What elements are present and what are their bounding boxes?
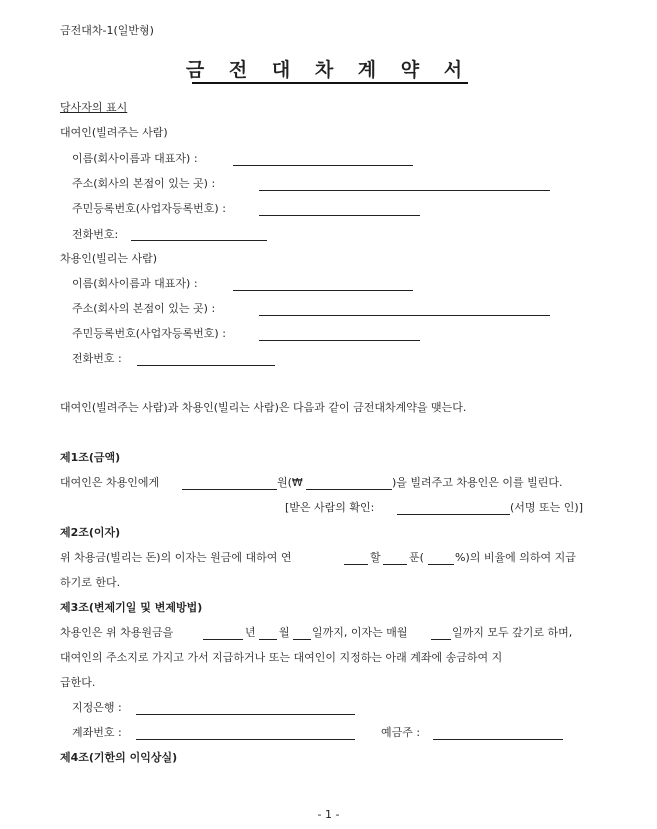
article-2-text-c: 푼(	[409, 551, 424, 564]
article-3-text-a: 차용인은 위 차용원금을	[60, 626, 174, 639]
lender-phone-field[interactable]	[131, 240, 267, 241]
article-3-line-2: 대여인의 주소지로 가지고 가서 지급하거나 또는 대여인이 지정하는 아래 계좌에 송금하여 지	[60, 651, 503, 664]
lender-label: 대여인(빌려주는 사람)	[60, 126, 168, 139]
article-3-text-d: 일까지, 이자는 매월	[312, 626, 408, 639]
article-3-heading: 제3조(변제기일 및 변제방법)	[60, 601, 203, 614]
article-2-line-2: 하기로 한다.	[60, 576, 121, 589]
article-1-text-c: )을 빌려주고 차용인은 이를 빌린다.	[392, 476, 563, 489]
article-1-text-a: 대여인은 차용인에게	[60, 476, 160, 489]
article-2-heading: 제2조(이자)	[60, 526, 121, 539]
article-1-text-b: 원(₩	[277, 476, 303, 489]
borrower-phone-label: 전화번호 :	[72, 352, 122, 365]
receipt-signature-field[interactable]	[397, 514, 510, 515]
borrower-address-label: 주소(회사의 본점이 있는 곳) :	[72, 302, 216, 315]
account-label: 계좌번호 :	[72, 726, 122, 739]
holder-label: 예금주 :	[381, 726, 421, 739]
repay-year-field[interactable]	[203, 639, 243, 640]
account-field[interactable]	[136, 739, 355, 740]
title-underline	[192, 82, 468, 84]
article-2-text-a: 위 차용금(빌리는 돈)의 이자는 원금에 대하여 연	[60, 551, 292, 564]
bank-field[interactable]	[136, 714, 355, 715]
article-3-line-3: 급한다.	[60, 676, 96, 689]
article-2-text-d: %)의 비율에 의하여 지급	[455, 551, 576, 564]
borrower-id-label: 주민등록번호(사업자등록번호) :	[72, 327, 226, 340]
page-number: - 1 -	[317, 808, 340, 821]
borrower-name-field[interactable]	[233, 290, 413, 291]
lender-address-label: 주소(회사의 본점이 있는 곳) :	[72, 177, 216, 190]
amount-korean-field[interactable]	[182, 489, 277, 490]
document-title: 금 전 대 차 계 약 서	[185, 59, 472, 81]
borrower-phone-field[interactable]	[137, 365, 275, 366]
receipt-confirm-suffix: (서명 또는 인)]	[510, 501, 583, 514]
holder-field[interactable]	[433, 739, 563, 740]
repay-day-field[interactable]	[293, 639, 311, 640]
borrower-address-field[interactable]	[259, 315, 550, 316]
lender-name-label: 이름(회사이름과 대표자) :	[72, 152, 198, 165]
borrower-name-label: 이름(회사이름과 대표자) :	[72, 277, 198, 290]
article-2-text-b: 할	[370, 551, 381, 564]
parties-heading: 당사자의 표시	[60, 101, 128, 114]
document-code: 금전대차-1(일반형)	[60, 24, 154, 37]
interest-percent-field[interactable]	[428, 564, 454, 565]
contract-intro: 대여인(빌려주는 사람)과 차용인(빌리는 사람)은 다음과 같이 금전대차계약을 맺는다.	[60, 401, 467, 414]
repay-month-field[interactable]	[259, 639, 277, 640]
lender-address-field[interactable]	[259, 190, 550, 191]
bank-label: 지정은행 :	[72, 701, 122, 714]
amount-number-field[interactable]	[306, 489, 392, 490]
article-3-text-e: 일까지 모두 갚기로 하며,	[452, 626, 573, 639]
borrower-label: 차용인(빌리는 사람)	[60, 252, 158, 265]
article-1-heading: 제1조(금액)	[60, 451, 121, 464]
interest-pun-field[interactable]	[383, 564, 407, 565]
lender-id-field[interactable]	[259, 215, 420, 216]
lender-id-label: 주민등록번호(사업자등록번호) :	[72, 202, 226, 215]
lender-phone-label: 전화번호:	[72, 228, 119, 241]
article-4-heading: 제4조(기한의 이익상실)	[60, 751, 178, 764]
borrower-id-field[interactable]	[259, 340, 420, 341]
receipt-confirm-label: [받은 사람의 확인:	[285, 501, 375, 514]
article-3-text-b: 년	[245, 626, 256, 639]
article-3-text-c: 월	[279, 626, 290, 639]
lender-name-field[interactable]	[233, 165, 413, 166]
interest-hal-field[interactable]	[344, 564, 368, 565]
interest-day-field[interactable]	[431, 639, 451, 640]
